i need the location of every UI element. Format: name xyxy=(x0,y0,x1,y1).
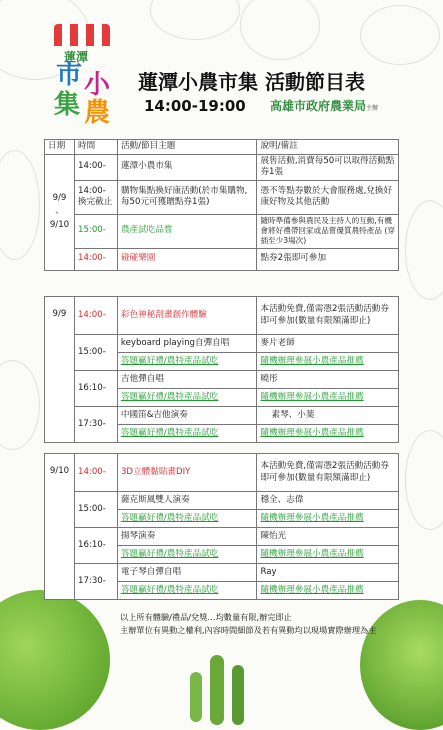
organizer-name: 高雄市政府農業局 xyxy=(270,99,367,113)
time-cell: 17:30- xyxy=(74,564,117,600)
table-row xyxy=(45,407,399,425)
theme-cell: 碰碰樂園 xyxy=(117,248,257,270)
logo-char: 市 xyxy=(56,60,83,90)
time-cell: 15:00- xyxy=(74,335,117,371)
lettuce-illustration xyxy=(0,590,110,730)
organizer-suffix: 主辦 xyxy=(366,105,379,112)
theme-cell: 答題贏好禮/農特產品試吃 xyxy=(117,353,257,371)
theme-cell: keyboard playing自彈自唱 xyxy=(117,335,257,353)
header-time: 時間 xyxy=(74,140,117,155)
theme-cell: 彩色神秘刮畫創作體驗 xyxy=(117,297,257,335)
theme-cell: 答題贏好禮/農特產品試吃 xyxy=(117,425,257,443)
time-cell: 15:00- xyxy=(74,214,117,248)
note-cell: Ray xyxy=(257,564,399,582)
theme-cell: 電子琴自彈自唱 xyxy=(117,564,257,582)
asparagus-illustration xyxy=(210,655,224,725)
schedule-table-day-9-10 xyxy=(44,453,399,600)
footer-line: 以上所有體驗/禮品/兌獎…均數量有限,辦完即止 xyxy=(120,612,292,622)
logo-small-text: 蓮潭 xyxy=(64,50,89,64)
theme-cell: 蓮潭小農市集 xyxy=(117,154,257,180)
background-veggie-sketch xyxy=(0,150,40,260)
theme-cell: 答題贏好禮/農特產品試吃 xyxy=(117,510,257,528)
note-cell: 憑不等點券數於大會服務處,兌換好康好物及其他活動 xyxy=(257,180,399,214)
background-veggie-sketch xyxy=(405,430,443,530)
time-cell: 15:00- xyxy=(74,492,117,528)
schedule-table-day-9-9 xyxy=(44,296,399,443)
table-row xyxy=(45,528,399,546)
date-cell: 9/10 xyxy=(45,454,75,600)
table-row xyxy=(45,564,399,582)
table-row xyxy=(45,154,399,180)
theme-cell: 3D立體黏貼畫DIY xyxy=(117,454,257,492)
footer-line: 主辦單位有異動之權利,內容時間細節及若有異動均以現場實際辦理為主 xyxy=(120,624,377,635)
table-row xyxy=(45,180,399,214)
time-cell: 16:10- xyxy=(74,371,117,407)
table-row xyxy=(45,454,399,492)
table-row xyxy=(45,248,399,270)
theme-cell: 吉他彈自唱 xyxy=(117,371,257,389)
note-cell: 本活動免費,僅需憑2張活動活動券即可參加(數量有限額滿即止) xyxy=(257,297,399,335)
note-cell: 曉彤 xyxy=(257,371,399,389)
table-row xyxy=(45,214,399,248)
note-cell: 隨機辦理參展小農產品推薦 xyxy=(257,582,399,600)
table-row xyxy=(45,297,399,335)
theme-cell: 答題贏好禮/農特產品試吃 xyxy=(117,389,257,407)
header xyxy=(0,0,443,130)
time-cell: 14:00- xyxy=(74,454,117,492)
note-cell: 隨機辦理參展小農產品推薦 xyxy=(257,389,399,407)
date-cell xyxy=(45,154,75,270)
time-cell: 14:00- xyxy=(74,154,117,180)
theme-cell: 薩克斯風雙人演奏 xyxy=(117,492,257,510)
event-hours: 14:00-19:00 xyxy=(144,97,246,115)
note-cell: 隨機辦理參展小農產品推薦 xyxy=(257,425,399,443)
background-veggie-sketch xyxy=(0,360,40,450)
time-cell: 17:30- xyxy=(74,407,117,443)
logo-char: 集 xyxy=(54,90,81,120)
table-row xyxy=(45,371,399,389)
note-cell: 隨機辦理參展小農產品推薦 xyxy=(257,510,399,528)
note-cell: 展售活動,消費每50可以取得活動點券1張 xyxy=(257,154,399,180)
theme-cell: 農產試吃品嘗 xyxy=(117,214,257,248)
market-logo xyxy=(50,24,116,128)
date-text: 9/10 xyxy=(49,220,70,231)
table-header-row xyxy=(45,140,399,155)
time-cell: 14:00-換完截止 xyxy=(74,180,117,214)
asparagus-illustration xyxy=(232,665,244,725)
note-cell: 穩全、志偉 xyxy=(257,492,399,510)
theme-cell: 答題贏好禮/農特產品試吃 xyxy=(117,546,257,564)
footer-notes xyxy=(120,611,440,636)
time-cell: 14:00- xyxy=(74,248,117,270)
note-cell: 隨機辦理參展小農產品推薦 xyxy=(257,546,399,564)
theme-cell: 購物集點換好康活動(於市集購物,每50元可獲贈點券1張) xyxy=(117,180,257,214)
note-cell: 隨時準備參與農民及主持人的互動,有機會將好禮帶回家或品嘗優質農特產品 (穿插至少3場次) xyxy=(257,214,399,248)
awning-icon xyxy=(54,24,110,46)
page-title: 蓮潭小農市集 活動節目表 xyxy=(138,70,365,94)
date-text: 9/9 xyxy=(52,192,67,203)
time-cell: 16:10- xyxy=(74,528,117,564)
header-date: 日期 xyxy=(45,140,75,155)
header-note: 說明/備註 xyxy=(257,140,399,155)
theme-cell: 答題贏好禮/農特產品試吃 xyxy=(117,582,257,600)
schedule-table-general xyxy=(44,139,399,271)
note-cell: 隨機辦理參展小農產品推薦 xyxy=(257,353,399,371)
note-cell: 陳怡光 xyxy=(257,528,399,546)
logo-char: 小 xyxy=(84,70,111,100)
header-theme: 活動/節目主題 xyxy=(117,140,257,155)
organizer xyxy=(270,97,378,114)
table-row xyxy=(45,335,399,353)
table-row xyxy=(45,492,399,510)
note-cell: 點券2張即可參加 xyxy=(257,248,399,270)
time-cell: 14:00- xyxy=(74,297,117,335)
date-separator: 、 xyxy=(55,206,64,217)
note-cell: 麥片老師 xyxy=(257,335,399,353)
background-veggie-sketch xyxy=(405,200,443,300)
note-cell: 本活動免費,僅需憑2張活動活動券即可參加(數量有限額滿即止) xyxy=(257,454,399,492)
logo-char: 農 xyxy=(84,98,111,128)
note-cell: 素琴、小葉 xyxy=(257,407,399,425)
theme-cell: 揚琴演奏 xyxy=(117,528,257,546)
theme-cell: 中國笛&吉他演奏 xyxy=(117,407,257,425)
date-cell: 9/9 xyxy=(45,297,75,443)
asparagus-illustration xyxy=(190,672,202,722)
